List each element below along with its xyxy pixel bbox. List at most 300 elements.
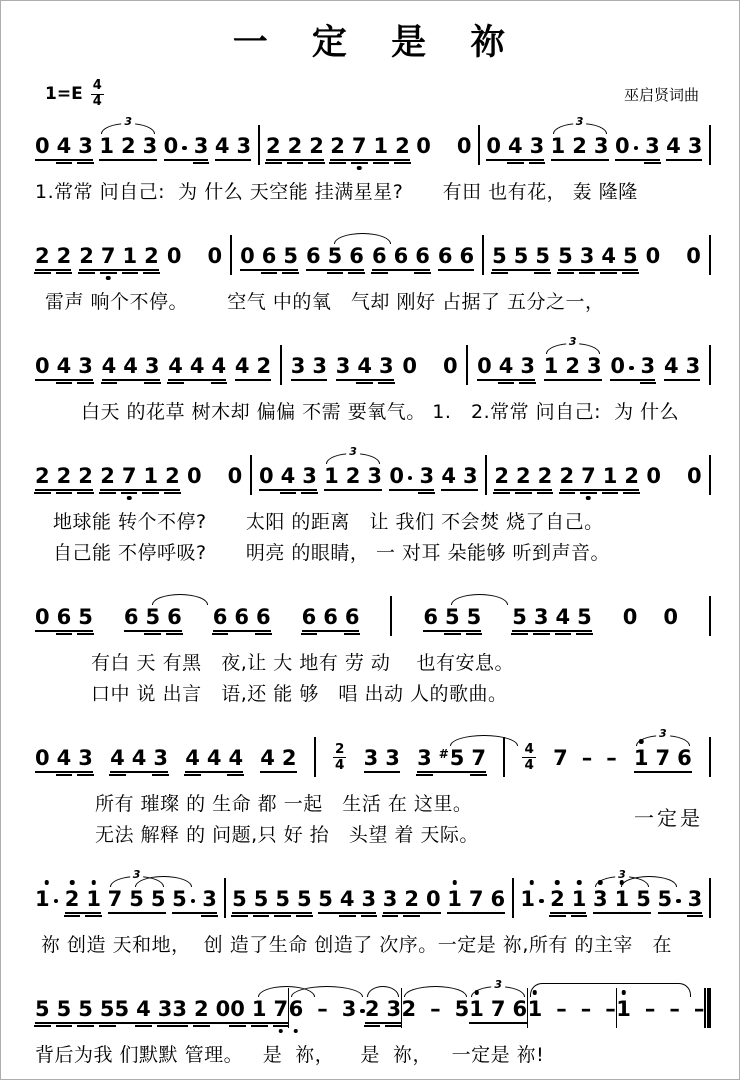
note-group xyxy=(259,466,317,495)
note-digit: 1 xyxy=(143,464,159,488)
note-digit: – xyxy=(644,997,656,1021)
note-group xyxy=(167,246,222,275)
note-digit: – xyxy=(317,997,328,1021)
note xyxy=(57,999,72,1020)
lyrics-line: 祢 创造 天和地， 创 造了生命 创造了 次序。一定是 祢,所有 的主宰 在 xyxy=(41,934,673,956)
note-digit: 5 xyxy=(454,997,470,1021)
note xyxy=(577,607,592,628)
note-digit: 2 xyxy=(364,997,380,1021)
time-signature xyxy=(522,742,535,773)
note xyxy=(143,136,158,157)
time-signature xyxy=(333,742,346,773)
octave-dot-high xyxy=(91,880,96,885)
note-group xyxy=(35,999,115,1028)
note-digit: 6 xyxy=(212,605,228,629)
note-digit: 6 xyxy=(415,244,430,268)
note-digit: 6 xyxy=(261,244,277,268)
composer-credit: 巫启贤词曲 xyxy=(623,85,699,104)
note xyxy=(129,889,144,910)
note-digit: 0 xyxy=(215,997,231,1021)
note-group xyxy=(441,466,477,495)
note-digit: 3 xyxy=(363,746,379,770)
augmentation-dot xyxy=(408,476,413,481)
note-digit: 3 xyxy=(579,244,595,268)
note-digit: 6 xyxy=(167,605,182,629)
note xyxy=(187,466,202,487)
note-group xyxy=(550,889,586,918)
note-digit: 5 xyxy=(492,244,507,268)
note xyxy=(153,748,168,769)
note xyxy=(580,246,595,267)
note-digit: 3 xyxy=(386,997,402,1021)
note-group xyxy=(99,115,158,165)
note-digit: 4 xyxy=(101,354,117,378)
note xyxy=(65,889,80,910)
note-digit: 0 xyxy=(442,354,458,378)
note xyxy=(544,356,559,377)
score-system xyxy=(35,335,711,424)
note-digit: 3 xyxy=(687,887,703,911)
note-group xyxy=(306,246,364,275)
note xyxy=(102,356,117,377)
note xyxy=(145,607,160,628)
note xyxy=(634,748,649,769)
notation-line xyxy=(35,335,711,385)
note-digit: 0 xyxy=(166,244,182,268)
note-group xyxy=(215,136,251,165)
note xyxy=(572,136,587,157)
note xyxy=(78,748,93,769)
note xyxy=(262,246,277,267)
note xyxy=(615,136,638,157)
barline xyxy=(258,125,260,165)
note-digit: 3 xyxy=(341,997,357,1021)
note-digit: 7 xyxy=(351,134,367,158)
note xyxy=(558,246,573,267)
note xyxy=(445,607,460,628)
note-digit: 1 xyxy=(324,464,339,488)
note xyxy=(520,356,535,377)
note-digit: 4 xyxy=(211,354,227,378)
note xyxy=(202,889,217,910)
note-digit: 4 xyxy=(185,746,200,770)
score-system xyxy=(35,115,711,204)
note xyxy=(419,466,434,487)
sharp-accidental: # xyxy=(438,747,449,761)
note-group xyxy=(35,136,93,165)
note xyxy=(266,136,281,157)
note-digit: 5 xyxy=(150,887,166,911)
barline xyxy=(478,125,480,165)
note-group xyxy=(447,889,505,918)
note xyxy=(423,607,438,628)
meter-denominator: 4 xyxy=(92,93,102,109)
note-digit: 7 xyxy=(581,464,596,488)
note-digit: 2 xyxy=(624,464,640,488)
note xyxy=(124,607,139,628)
note xyxy=(362,889,377,910)
final-barline xyxy=(704,988,711,1028)
note-group xyxy=(553,748,617,777)
note-digit: 2 xyxy=(100,464,115,488)
note-digit: 1 xyxy=(633,746,649,770)
note xyxy=(623,246,638,267)
note-group xyxy=(438,246,474,275)
notation-line xyxy=(35,978,711,1028)
note xyxy=(151,889,166,910)
note xyxy=(57,466,72,487)
note-group xyxy=(79,246,159,275)
note-group xyxy=(35,246,71,275)
note-digit: 1 xyxy=(35,887,50,911)
triplet-number: 3 xyxy=(573,116,587,127)
note-digit: 2 xyxy=(559,464,575,488)
note-digit: 3 xyxy=(640,354,656,378)
note xyxy=(556,999,567,1020)
note xyxy=(447,889,462,910)
note-digit: 4 xyxy=(357,354,372,378)
note-digit: 3 xyxy=(645,134,660,158)
octave-dot-low xyxy=(279,1029,284,1034)
note-digit: 4 xyxy=(260,746,275,770)
note-digit: 3 xyxy=(153,746,168,770)
note xyxy=(207,748,222,769)
note xyxy=(513,999,528,1020)
note-digit: 3 xyxy=(172,997,187,1021)
note xyxy=(252,999,267,1020)
note-group xyxy=(232,889,312,918)
octave-dot-low xyxy=(106,276,111,281)
note-digit: 3 xyxy=(417,746,432,770)
note-digit: 6 xyxy=(234,605,249,629)
note xyxy=(35,999,50,1020)
notation-line xyxy=(35,727,711,777)
note xyxy=(100,999,115,1020)
note-digit: 5 xyxy=(297,887,312,911)
score-system xyxy=(35,978,711,1067)
note xyxy=(100,466,115,487)
octave-dot-high xyxy=(530,880,535,885)
note xyxy=(158,999,173,1020)
note xyxy=(78,607,93,628)
note-group xyxy=(486,136,544,165)
slur-arc xyxy=(404,986,468,997)
augmentation-dot xyxy=(629,366,634,371)
note-digit: 0 xyxy=(610,354,626,378)
note xyxy=(508,136,523,157)
score-system xyxy=(35,868,711,957)
note-digit: 2 xyxy=(401,997,417,1021)
note-group xyxy=(100,466,180,495)
note-group xyxy=(124,607,182,636)
lyrics-line: 有白 天 有黑 夜,让 大 地有 劳 动 也有安息。 xyxy=(91,652,515,674)
note-digit: 6 xyxy=(123,605,139,629)
note-digit: 1 xyxy=(99,134,114,158)
note xyxy=(123,246,138,267)
note-digit: 7 xyxy=(490,997,506,1021)
note xyxy=(165,466,180,487)
note xyxy=(349,246,364,267)
note xyxy=(624,466,639,487)
note-group xyxy=(35,748,93,777)
note-digit: 0 xyxy=(227,464,243,488)
augmentation-dot xyxy=(676,899,681,904)
note xyxy=(636,889,651,910)
triplet-number: 3 xyxy=(346,446,360,457)
note-digit: 5 xyxy=(129,887,144,911)
meter-numerator: 4 xyxy=(524,741,534,758)
note-digit: – xyxy=(693,997,705,1021)
note-digit: 2 xyxy=(35,244,50,268)
note xyxy=(312,356,327,377)
note-digit: 0 xyxy=(426,887,441,911)
note-digit: 3 xyxy=(593,134,609,158)
lyrics-line: 地球能 转个不停? 太阳 的距离 让 我们 不会焚 烧了自己。 xyxy=(53,511,604,533)
barline xyxy=(390,596,392,636)
note xyxy=(289,999,304,1020)
note xyxy=(374,136,389,157)
note xyxy=(318,889,333,910)
note-group xyxy=(35,356,93,385)
note-digit: 4 xyxy=(339,887,355,911)
note-digit: 3 xyxy=(202,887,217,911)
note xyxy=(291,356,306,377)
note-digit: 3 xyxy=(157,997,173,1021)
note xyxy=(78,356,93,377)
note-group xyxy=(35,889,58,918)
note-digit: 6 xyxy=(323,605,338,629)
note xyxy=(605,999,616,1020)
note xyxy=(645,999,656,1020)
note-digit: 3 xyxy=(520,354,536,378)
note-digit: 2 xyxy=(35,464,50,488)
note xyxy=(317,999,328,1020)
note-digit: 2 xyxy=(345,464,361,488)
note-digit: 6 xyxy=(56,605,72,629)
note-digit: 5 xyxy=(622,244,638,268)
note-digit: 6 xyxy=(255,605,271,629)
note-digit: 0 xyxy=(35,354,50,378)
note-digit: 5 xyxy=(78,997,93,1021)
note-digit: 4 xyxy=(123,354,138,378)
lyrics-line: 口中 说 出言 语,还 能 够 唱 出动 人的歌曲。 xyxy=(91,683,508,705)
note xyxy=(122,466,137,487)
triplet-arc xyxy=(101,115,155,134)
note xyxy=(528,999,543,1020)
note-digit: 5 xyxy=(466,605,482,629)
note-digit: 1 xyxy=(616,997,631,1021)
note xyxy=(686,246,701,267)
note xyxy=(35,607,50,628)
note xyxy=(190,356,205,377)
octave-dot-high xyxy=(577,880,582,885)
note-digit: 4 xyxy=(498,354,514,378)
note-group xyxy=(666,136,702,165)
note-digit: 3 xyxy=(78,746,93,770)
note xyxy=(213,607,228,628)
note-group xyxy=(185,748,243,777)
note xyxy=(236,136,251,157)
note xyxy=(215,136,230,157)
note-digit: 4 xyxy=(280,464,296,488)
note-digit: 2 xyxy=(287,134,303,158)
augmentation-dot xyxy=(634,146,639,151)
note-digit: 4 xyxy=(441,464,457,488)
barline xyxy=(709,737,711,777)
augmentation-dot xyxy=(539,899,544,904)
note xyxy=(441,466,456,487)
note-group xyxy=(107,868,166,918)
note xyxy=(550,889,565,910)
note-digit: 0 xyxy=(389,464,404,488)
meter-denominator: 4 xyxy=(524,757,534,774)
pickup-lyric: 一定是 xyxy=(634,806,703,830)
note xyxy=(57,136,72,157)
note-digit: 3 xyxy=(463,464,478,488)
note-group xyxy=(364,748,400,777)
note-digit: 0 xyxy=(35,134,50,158)
note-group xyxy=(372,246,430,275)
note xyxy=(235,356,250,377)
note xyxy=(228,748,243,769)
note-digit: 7 xyxy=(107,887,123,911)
lyrics-line: 雷声 响个不停。 空气 中的氧 气却 刚好 占据了 五分之一， xyxy=(45,291,605,313)
note-digit: 6 xyxy=(677,746,692,770)
note-digit: 3 xyxy=(142,134,158,158)
note xyxy=(336,356,351,377)
note-digit: 5 xyxy=(145,605,161,629)
note-digit: 6 xyxy=(371,244,387,268)
slur-arc xyxy=(334,233,391,244)
note-digit: 5 xyxy=(275,887,290,911)
augmentation-dot xyxy=(54,899,59,904)
note-group xyxy=(213,607,271,636)
note-digit: 7 xyxy=(273,997,289,1021)
note xyxy=(86,889,101,910)
note-digit: 5 xyxy=(449,746,465,770)
note-digit: 5 xyxy=(636,887,651,911)
note-digit: 5 xyxy=(657,887,673,911)
note-digit: 3 xyxy=(367,464,383,488)
note xyxy=(383,889,398,910)
note-group xyxy=(65,889,101,918)
note xyxy=(364,748,379,769)
note-digit: 3 xyxy=(312,354,327,378)
note-digit: 5 xyxy=(445,605,460,629)
note xyxy=(491,889,506,910)
note xyxy=(439,748,465,769)
triplet-number: 3 xyxy=(130,869,144,880)
note xyxy=(123,356,138,377)
note xyxy=(565,356,580,377)
note-group xyxy=(235,356,271,385)
note xyxy=(645,136,660,157)
note xyxy=(257,356,272,377)
note xyxy=(512,607,527,628)
note xyxy=(143,466,158,487)
note xyxy=(345,607,360,628)
note xyxy=(492,246,507,267)
note-digit: 0 xyxy=(646,464,661,488)
note-digit: 1 xyxy=(571,887,587,911)
octave-dot-low xyxy=(127,496,132,501)
note-digit: 2 xyxy=(120,134,136,158)
note-digit: 2 xyxy=(144,244,159,268)
note-digit: 5 xyxy=(35,997,50,1021)
note xyxy=(302,607,317,628)
note-digit: 0 xyxy=(240,244,255,268)
tie-arc xyxy=(530,983,691,997)
note xyxy=(145,356,160,377)
barline xyxy=(709,235,711,275)
note-group xyxy=(402,999,470,1028)
note-digit: 5 xyxy=(558,244,573,268)
note xyxy=(491,999,506,1020)
note xyxy=(582,748,593,769)
note-group xyxy=(240,246,298,275)
note-digit: 0 xyxy=(663,605,679,629)
note xyxy=(352,136,367,157)
note-group xyxy=(646,466,701,495)
triplet-number: 3 xyxy=(615,869,629,880)
note-group xyxy=(164,136,209,165)
note-digit: 7 xyxy=(471,746,486,770)
note-digit: 1 xyxy=(614,887,630,911)
note-digit: 5 xyxy=(318,887,333,911)
note xyxy=(514,246,529,267)
note-digit: 3 xyxy=(593,887,608,911)
note-digit: 6 xyxy=(423,605,439,629)
note xyxy=(677,748,692,769)
note xyxy=(302,466,317,487)
note-digit: 3 xyxy=(529,134,545,158)
note-group xyxy=(115,999,173,1028)
note xyxy=(385,748,400,769)
note xyxy=(110,748,125,769)
note xyxy=(386,999,401,1020)
note-group xyxy=(512,607,592,636)
note xyxy=(646,246,661,267)
note xyxy=(323,607,338,628)
key-label: 1=E xyxy=(45,84,83,104)
note-digit: 0 xyxy=(35,746,50,770)
note-group xyxy=(492,246,550,275)
note-digit: 5 xyxy=(327,244,343,268)
note-digit: 3 xyxy=(144,354,160,378)
note xyxy=(389,466,412,487)
note xyxy=(530,136,545,157)
note-digit: 3 xyxy=(78,354,93,378)
lyrics-line: 1.常常 问自己: 为 什么 天空能 挂满星星? 有田 也有花， 轰 隆隆 xyxy=(35,181,638,203)
note-digit: 3 xyxy=(419,464,435,488)
note-group xyxy=(291,356,327,385)
note xyxy=(581,999,592,1020)
note-digit: 7 xyxy=(655,746,671,770)
score-body xyxy=(1,111,739,1067)
note xyxy=(616,999,631,1020)
slur-arc xyxy=(367,986,399,997)
note xyxy=(306,246,321,267)
triplet-arc xyxy=(636,727,690,746)
note xyxy=(606,748,617,769)
note xyxy=(623,607,638,628)
note-group xyxy=(102,356,160,385)
augmentation-dot xyxy=(182,146,187,151)
note xyxy=(499,356,514,377)
note-group xyxy=(187,466,242,495)
note-digit: 2 xyxy=(78,464,93,488)
note-digit: 2 xyxy=(56,464,72,488)
